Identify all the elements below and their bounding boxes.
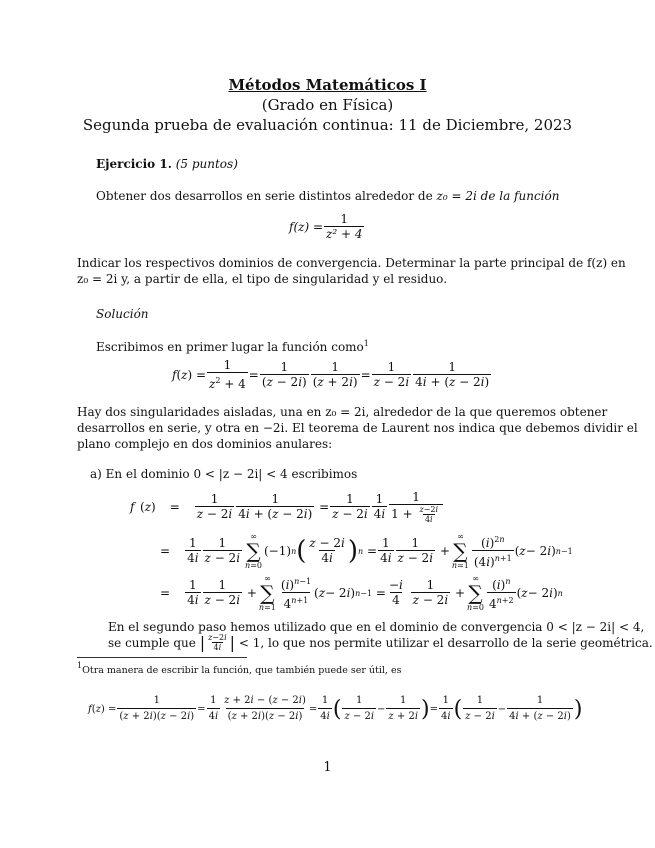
footnote-marker: 1 [363,339,369,348]
paragraph-2a: En el segundo paso hemos utilizado que en el dominio de convergencia 0 < |z − 2i| < 4, [108,620,645,634]
item-a-label: a) [90,467,102,481]
paragraph-2b: se cumple que | $\frac{z-2i}{4i}$ | < 1, lo que nos permite utilizar el desarrollo de la serie geométrica. [108,632,653,652]
paragraph-2b-post: < 1, lo que nos permite utilizar el desarrollo de la serie geométrica. [238,635,653,650]
function-numerator: 1 [340,212,349,226]
exercise-label: Ejercicio 1. [96,157,172,171]
footnote [77,661,401,676]
exercise-statement-2b: z₀ = 2i y, a partir de ella, el tipo de singularidad y el residuo. [77,272,448,286]
derivation-line-3: = $\frac{1}{4i}$ $\frac{1}{z - 2i}$ + ∞ ∑ n=1 $\frac{(i)^{n-1}}{4^{n+1}}$ ( z − 2 i ) n−1 = $\frac{-i}{4}$ $\frac{1}{z - 2i}$ + ∞ ∑ n=0 $\frac{(i)^n}{4^{n+2}}$ ( z − 2 i ) n [160,574,563,612]
item-a-text: En el dominio 0 < |z − 2i| < 4 escribimos [105,467,358,481]
document-title: Métodos Matemáticos I [228,76,427,94]
paragraph-1b: desarrollos en serie, y otra en −2i. El teorema de Laurent nos indica que debemos dividir el [77,421,638,435]
item-a [90,466,357,482]
exercise-statement-2a: Indicar los respectivos dominios de convergencia. Determinar la parte principal de f(z) en [77,256,626,270]
statement-text: Obtener dos desarrollos en serie distintos alrededor de [96,189,433,203]
document-subtitle: (Grado en Física) [261,96,394,114]
page-number: 1 [323,760,332,775]
footnote-text: Otra manera de escribir la función, que también puede ser útil, es [82,665,402,676]
exercise-points: (5 puntos) [175,157,238,171]
function-denominator: z² + 4 [326,227,363,241]
function-definition [289,212,365,242]
statement-text-z0: z₀ = 2i de la función [436,189,560,203]
footnote-rule [77,657,247,658]
footnote-equation: f ( z ) = $\frac{1}{(z + 2i)(z - 2i)}$ = $\frac{1}{4i}$ $\frac{z + 2i - (z - 2i)}{(z + 2i)(z - 2i)}$ = $\frac{1}{4i}$ ( $\frac{1}{z - 2i}$ − $\frac{1}{z + 2i}$ ) = $\frac{1}{4i}$ ( $\frac{1}{z - 2i}$ − $\frac{1}{4i + (z - 2i)}$ ) [88,695,583,722]
solution-intro-text: Escribimos en primer lugar la función como [96,340,364,354]
paragraph-1a: Hay dos singularidades aisladas, una en z₀ = 2i, alrededor de la que queremos obtener [77,405,608,419]
rewrite-equation: f ( z ) = $\frac{1}{z^2 + 4}$ = $\frac{1}{(z - 2i)}$ $\frac{1}{(z + 2i)}$ = $\frac{1}{z - 2i}$ $\frac{1}{4i + (z - 2i)}$ [172,358,490,391]
function-fraction [324,212,364,242]
function-lhs: f(z) = [289,220,323,234]
exam-info: Segunda prueba de evaluación continua: 11 de Diciembre, 2023 [82,116,573,134]
exercise-heading [96,156,238,172]
derivation-line-1: f (z) = $\frac{1}{z - 2i}$ $\frac{1}{4i + (z - 2i)}$ = $\frac{1}{z - 2i}$ $\frac{1}{4i}$ 1 1 + $\frac{z-2i}{4i}$ [130,490,444,524]
paragraph-2b-pre: se cumple que [108,635,196,650]
derivation-line-2: = $\frac{1}{4i}$ $\frac{1}{z - 2i}$ ∞ ∑ n=0 (−1) n ( $\frac{z - 2i}{4i}$ ) n = $\frac{1}{4i}$ $\frac{1}{z - 2i}$ + ∞ ∑ n=1 $\frac{(i)^{2n}}{(4i)^{n+1}}$ ( z − 2 i ) n−1 [160,532,573,570]
paragraph-1c: plano complejo en dos dominios anulares: [77,437,333,451]
footnote-mark: 1 [77,661,83,670]
solution-label: Solución [96,307,149,321]
solution-intro [96,336,369,355]
exercise-statement-1 [96,188,559,204]
